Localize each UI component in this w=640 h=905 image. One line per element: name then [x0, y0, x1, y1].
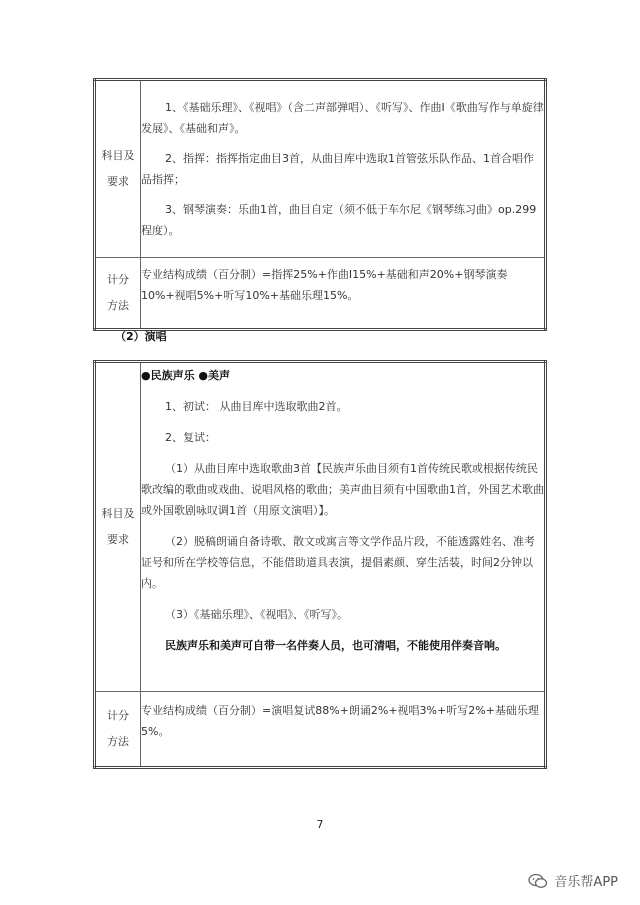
scoring-cell [141, 692, 546, 768]
label-line: 方法 [107, 299, 129, 312]
section-title: （2）演唱 [115, 330, 167, 343]
requirements-cell [141, 362, 546, 692]
req-paragraph: 3、钢琴演奏：乐曲1首，曲目自定（须不低于车尔尼《钢琴练习曲》op.299程度）。 [141, 203, 537, 237]
req-paragraph: 2、复试： [165, 431, 216, 444]
watermark [528, 871, 618, 890]
wechat-icon [528, 873, 548, 889]
table-row [95, 362, 546, 692]
label-requirements [95, 80, 141, 258]
req-paragraph: （1）从曲目库中选取歌曲3首【民族声乐曲目须有1首传统民歌或根据传统民歌改编的歌曲或戏曲、说唱风格的歌曲；美声曲目须有中国歌曲1首，外国艺术歌曲或外国歌剧咏叹调1首（用原文演唱）】。 [141, 462, 544, 517]
scoring-cell [141, 258, 546, 330]
label-line: 要求 [107, 175, 129, 188]
page-number: 7 [316, 818, 324, 831]
table-row [95, 692, 546, 768]
req-paragraph: （3）《基础乐理》、《视唱》、《听写》。 [165, 608, 348, 621]
label-line: 计分 [107, 273, 129, 286]
label-scoring [95, 692, 141, 768]
req-paragraph: 1、初试： 从曲目库中选取歌曲2首。 [165, 400, 348, 413]
label-requirements [95, 362, 141, 692]
table-composition [93, 78, 547, 331]
accompaniment-note: 民族声乐和美声可自带一名伴奏人员，也可清唱，不能使用伴奏音响。 [165, 639, 506, 652]
watermark-text: 音乐帮APP [554, 875, 618, 890]
label-line: 科目及 [101, 149, 135, 162]
table-row [95, 80, 546, 258]
scoring-text: 专业结构成绩（百分制）=演唱复试88%+朗诵2%+视唱3%+听写2%+基础乐理5%。 [141, 704, 539, 738]
label-scoring [95, 258, 141, 330]
req-paragraph: （2）脱稿朗诵自备诗歌、散文或寓言等文学作品片段，不能透露姓名、准考证号和所在学校等信息，不能借助道具表演，提倡素颜、穿生活装，时间2分钟以内。 [141, 535, 535, 590]
table-row [95, 258, 546, 330]
label-line: 科目及 [101, 507, 135, 520]
scoring-text: 专业结构成绩（百分制）=指挥25%+作曲Ⅰ15%+基础和声20%+钢琴演奏10%+视唱5%+听写10%+基础乐理15%。 [141, 268, 508, 302]
table-singing [93, 360, 547, 769]
label-line: 方法 [107, 735, 129, 748]
req-paragraph: 2、指挥：指挥指定曲目3首，从曲目库中选取1首管弦乐队作品、1首合唱作品指挥； [141, 152, 534, 186]
label-line: 计分 [107, 709, 129, 722]
req-paragraph: 1、《基础乐理》、《视唱》（含二声部弹唱）、《听写》、作曲Ⅰ《歌曲写作与单旋律发展》、《基础和声》。 [141, 101, 544, 135]
label-line: 要求 [107, 533, 129, 546]
requirements-cell [141, 80, 546, 258]
category-header: ●民族声乐 ●美声 [141, 369, 231, 382]
